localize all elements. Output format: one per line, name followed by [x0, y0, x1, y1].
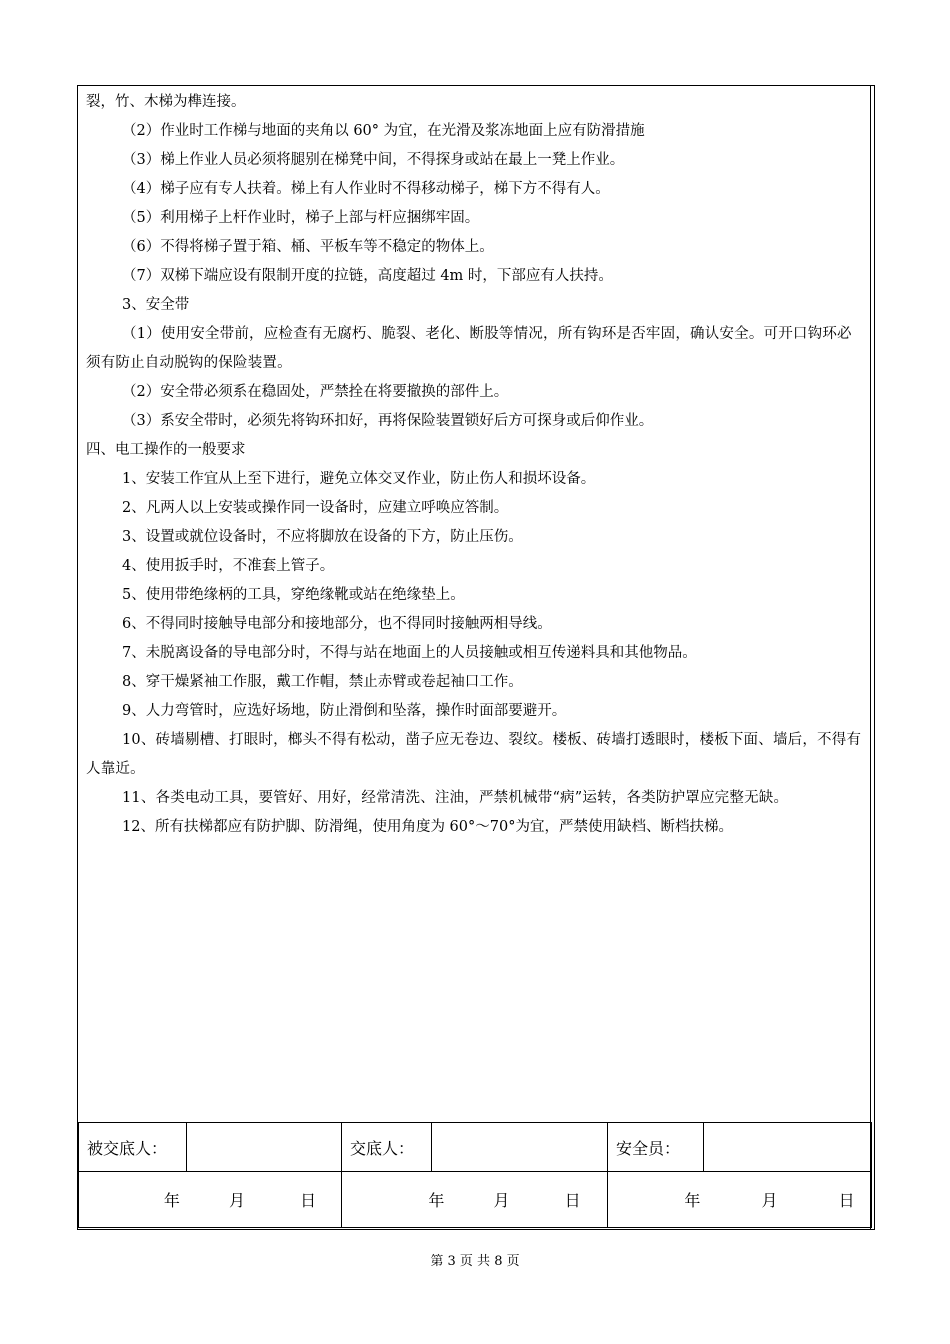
text-line: （3）系安全带时，必须先将钩环扣好，再将保险装置锁好后方可探身或后仰作业。	[122, 413, 654, 429]
text-line: 3、设置或就位设备时，不应将脚放在设备的下方，防止压伤。	[122, 529, 523, 545]
text-line: 四、电工操作的一般要求	[86, 442, 246, 458]
year-label: 年	[163, 1191, 180, 1210]
day-label: 日	[564, 1191, 581, 1210]
text-line: 9、人力弯管时，应选好场地，防止滑倒和坠落，操作时面部要避开。	[122, 703, 567, 719]
text-line: 6、不得同时接触导电部分和接地部分，也不得同时接触两相导线。	[122, 616, 552, 632]
document-frame	[77, 85, 875, 1230]
text-line: （3）梯上作业人员必须将腿别在梯凳中间，不得探身或站在最上一凳上作业。	[122, 152, 625, 168]
year-label: 年	[684, 1191, 701, 1210]
year-label: 年	[428, 1191, 445, 1210]
text-line: 5、使用带绝缘柄的工具，穿绝缘靴或站在绝缘垫上。	[122, 587, 465, 603]
month-label: 月	[493, 1191, 510, 1210]
giver-date[interactable]	[342, 1172, 608, 1228]
text-line: （2）安全带必须系在稳固处，严禁拴在将要撤换的部件上。	[122, 384, 509, 400]
text-line: 7、未脱离设备的导电部分时，不得与站在地面上的人员接触或相互传递料具和其他物品。	[122, 645, 697, 661]
paragraph-item-11: 11、各类电动工具，要管好、用好，经常清洗、注油，严禁机械带“病”运转，各类防护罩应完整无缺。	[122, 790, 789, 806]
receiver-signature-field[interactable]	[187, 1123, 342, 1172]
page-footer: 第 3 页 共 8 页	[430, 1254, 520, 1269]
text-line: （6）不得将梯子置于箱、桶、平板车等不稳定的物体上。	[122, 239, 494, 255]
signature-table	[78, 1122, 871, 1228]
text-line: 4、使用扳手时，不准套上管子。	[122, 558, 335, 574]
paragraph-item-10: 10、砖墙剔槽、打眼时，榔头不得有松动，凿子应无卷边、裂纹。楼板、砖墙打透眼时，楼板下面、墙后，不得有人靠近。	[86, 732, 862, 777]
text-block-electrical	[86, 378, 866, 726]
frame-inner-border	[870, 86, 871, 1229]
text-line: （2）作业时工作梯与地面的夹角以 60° 为宜，在光滑及浆冻地面上应有防滑措施	[122, 123, 645, 139]
text-line: 裂，竹、木梯为榫连接。	[86, 94, 246, 110]
text-line: （7）双梯下端应设有限制开度的拉链，高度超过 4m 时，下部应有人扶持。	[122, 268, 613, 284]
safety-officer-signature-field[interactable]	[704, 1123, 872, 1172]
day-label: 日	[838, 1191, 855, 1210]
day-label: 日	[300, 1191, 317, 1210]
text-line: 3、安全带	[122, 297, 190, 313]
giver-signature-field[interactable]	[432, 1123, 608, 1172]
receiver-label: 被交底人：	[79, 1123, 187, 1172]
paragraph-item-12: 12、所有扶梯都应有防护脚、防滑绳，使用角度为 60°～70°为宜，严禁使用缺档、断档扶梯。	[122, 819, 733, 835]
document-body	[86, 88, 866, 842]
month-label: 月	[761, 1191, 778, 1210]
text-line: （5）利用梯子上杆作业时，梯子上部与杆应捆绑牢固。	[122, 210, 480, 226]
text-block-ladder	[86, 88, 866, 320]
text-line: 2、凡两人以上安装或操作同一设备时，应建立呼唤应答制。	[122, 500, 509, 516]
text-line: 8、穿干燥紧袖工作服，戴工作帽，禁止赤臂或卷起袖口工作。	[122, 674, 523, 690]
paragraph-safety-belt-1: （1）使用安全带前，应检查有无腐朽、脆裂、老化、断股等情况，所有钩环是否牢固，确认安全。可开口钩环必须有防止自动脱钩的保险装置。	[86, 326, 852, 371]
giver-label: 交底人：	[342, 1123, 432, 1172]
text-line: 1、安装工作宜从上至下进行，避免立体交叉作业，防止伤人和损坏设备。	[122, 471, 596, 487]
safety-officer-date[interactable]	[608, 1172, 872, 1228]
receiver-date[interactable]	[79, 1172, 342, 1228]
month-label: 月	[228, 1191, 245, 1210]
safety-officer-label: 安全员：	[608, 1123, 704, 1172]
text-line: （4）梯子应有专人扶着。梯上有人作业时不得移动梯子，梯下方不得有人。	[122, 181, 610, 197]
